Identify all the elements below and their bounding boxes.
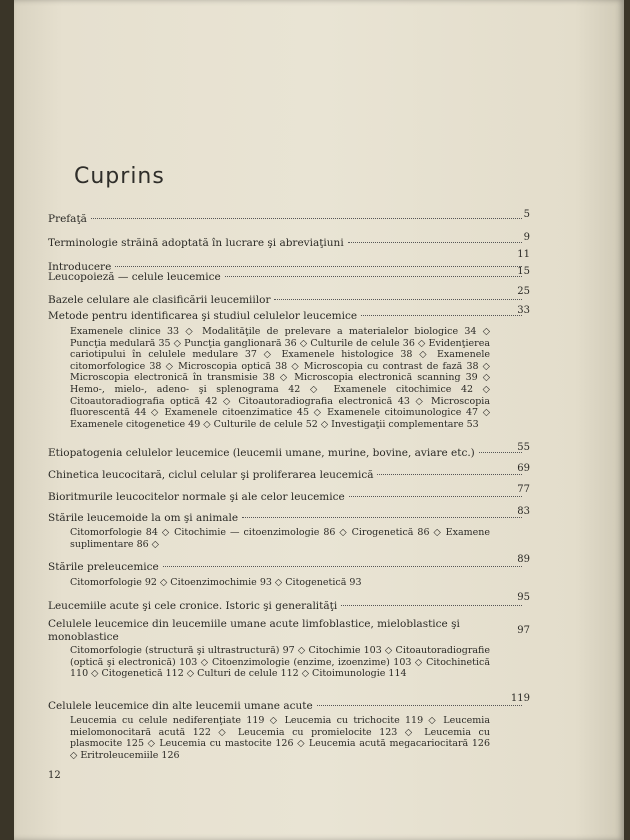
toc-entry-subtopics: Citomorfologie 92 ◇ Citoenzimochimie 93 ◇ Citogenetică 93 [70,577,362,588]
toc-entry-leucopoieza [48,271,526,284]
toc-entry-page: 119 [510,693,530,704]
toc-entry-title: Stările leucemoide la om şi animale [48,512,239,524]
toc-entry-title: Terminologie străină adoptată în lucrare şi abreviaţiuni [48,237,344,249]
toc-entry-title: Celulele leucemice din leucemiile umane acute limfoblastice, mieloblastice şi monoblastice [48,618,460,643]
toc-entry-page: 25 [517,286,530,297]
toc-entry-bioritmurile [48,491,526,504]
toc-entry-subtopics: Leucemia cu celule nediferenţiate 119 ◇ Leucemia cu trichocite 119 ◇ Leucemia mielomonocitară acută 122 ◇ Leucemia cu promielocite 123 ◇ Leucemia cu plasmocite 125 ◇ Leucemia cu mastocite 126 ◇ Leucemia acută megacariocitară 126 ◇ Eritroleucemiile 126 [70,715,490,761]
toc-entry-title: Leucemiile acute şi cele cronice. Istoric şi generalităţi [48,600,338,612]
toc-entry-metode [48,310,526,323]
toc-entry-page: 11 [517,249,530,260]
toc-entry-page: 55 [517,442,530,453]
toc-entry-page: 95 [517,592,530,603]
toc-entry-title: Bazele celulare ale clasificării leucemiilor [48,294,271,306]
toc-entry-celulele-alte [48,700,526,713]
toc-entry-title: Bioritmurile leucocitelor normale şi ale celor leucemice [48,491,345,503]
toc-entry-page: 9 [523,232,530,243]
toc-entry-page: 69 [517,463,530,474]
toc-entry-terminologie [48,237,526,250]
toc-entry-subtopics: Citomorfologie 84 ◇ Citochimie — citoenzimologie 86 ◇ Cirogenetică 86 ◇ Examene suplimentare 86 ◇ [70,527,490,550]
toc-entry-title: Etiopatogenia celulelor leucemice (leucemii umane, murine, bovine, aviare etc.) [48,447,475,459]
toc-entry-title: Introducere [48,261,112,273]
toc-entry-leucemiile-acute [48,600,526,613]
toc-entry-page: 15 [517,266,530,277]
toc-entry-page: 5 [523,209,530,220]
toc-entry-starile-preleucemice [48,561,526,574]
toc-entry-bazele [48,294,526,307]
toc-entry-title: Chinetica leucocitară, ciclul celular şi proliferarea leucemică [48,469,374,481]
toc-entry-subtopics: Examenele clinice 33 ◇ Modalităţile de prelevare a materialelor biologice 34 ◇ Puncţia medulară 35 ◇ Puncţia ganglionară 36 ◇ Culturile de celule 36 ◇ Evidenţierea cariotipului în celulele medulare 37 ◇ Examenele histologice 38 ◇ Examenele citomorfologice 38 ◇ Microscopia optică 38 ◇ Microscopia cu contrast de fază 38 ◇ Microscopia electronică în transmisie 38 ◇ Microscopia electronică scanning 39 ◇ Hemo-, mielo-, adeno- şi splenograma 42 ◇ Examenele citochimice 42 ◇ Citoautoradiografia optică 42 ◇ Citoautoradiografia electronică 43 ◇ Microscopia fluorescentă 44 ◇ Examenele citoenzimatice 45 ◇ Examenele citoimunologice 47 ◇ Examenele citogenetice 49 ◇ Culturile de celule 52 ◇ Investigaţii complementare 53 [70,326,490,430]
toc-entry-celulele-limfoblastice [48,618,526,644]
toc-entry-title: Metode pentru identificarea şi studiul celulelor leucemice [48,310,358,322]
toc-entry-page: 33 [517,305,530,316]
page-number: 12 [48,770,61,781]
toc-entry-subtopics: Citomorfologie (structură şi ultrastructură) 97 ◇ Citochimie 103 ◇ Citoautoradiografie (optică şi electronică) 103 ◇ Citoenzimologie (enzime, izoenzime) 103 ◇ Citochinetică 110 ◇ Citogenetică 112 ◇ Culturi de celule 112 ◇ Citoimunologie 114 [70,645,490,680]
toc-entry-title: Stările preleucemice [48,561,159,573]
toc-entry-page: 89 [517,554,530,565]
toc-entry-prefata [48,213,526,226]
toc-entry-title: Prefaţă [48,213,87,225]
toc-entry-title: Celulele leucemice din alte leucemii umane acute [48,700,313,712]
page-title: Cuprins [74,164,165,189]
toc-entry-page: 83 [517,506,530,517]
toc-entry-chinetica [48,469,526,482]
toc-entry-title: Leucopoieză — celule leucemice [48,271,221,283]
book-page [14,0,624,840]
toc-entry-page: 77 [517,484,530,495]
toc-entry-starile-leucemoide [48,512,526,525]
toc-entry-page: 97 [517,625,530,636]
toc-entry-etiopatogenia [48,447,526,460]
